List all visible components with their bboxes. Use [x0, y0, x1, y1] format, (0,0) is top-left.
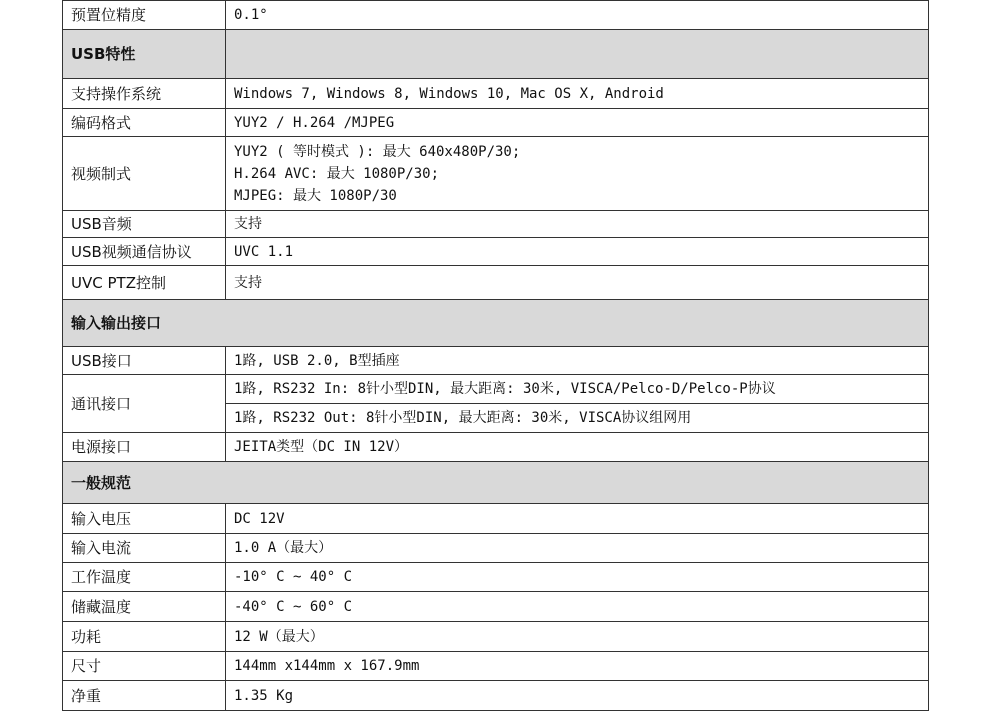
table-row [63, 79, 929, 109]
row-value: 1.35 Kg [226, 681, 929, 711]
section-title: 输入输出接口 [63, 300, 929, 347]
value-line: YUY2 ( 等时模式 ): 最大 640x480P/30; [234, 143, 521, 160]
row-value: Windows 7, Windows 8, Windows 10, Mac OS X, Android [226, 79, 929, 109]
table-row [63, 592, 929, 622]
row-label: USB视频通信协议 [63, 238, 226, 266]
row-label: 电源接口 [63, 433, 226, 462]
row-value-multiline [226, 137, 929, 211]
row-value: 1路, RS232 In: 8针小型DIN, 最大距离: 30米, VISCA/Pelco-D/Pelco-P协议 [226, 375, 929, 404]
row-label: 尺寸 [63, 652, 226, 681]
table-row [63, 137, 929, 211]
row-value: 1路, RS232 Out: 8针小型DIN, 最大距离: 30米, VISCA协议组网用 [226, 404, 929, 433]
row-value: 1路, USB 2.0, B型插座 [226, 347, 929, 375]
table-row [63, 238, 929, 266]
table-row [63, 622, 929, 652]
spec-table [62, 0, 929, 711]
row-label: 预置位精度 [63, 1, 226, 30]
row-label: 输入电流 [63, 534, 226, 563]
section-header-row [63, 300, 929, 347]
table-row [63, 109, 929, 137]
row-label: USB接口 [63, 347, 226, 375]
section-header-row [63, 30, 929, 79]
row-label: 支持操作系统 [63, 79, 226, 109]
table-row [63, 681, 929, 711]
row-value: -40° C ~ 60° C [226, 592, 929, 622]
table-row [63, 534, 929, 563]
row-value: DC 12V [226, 504, 929, 534]
row-value: -10° C ~ 40° C [226, 563, 929, 592]
table-row [63, 433, 929, 462]
row-value: 144mm x144mm x 167.9mm [226, 652, 929, 681]
table-row [63, 211, 929, 238]
row-value: 0.1° [226, 1, 929, 30]
row-label: UVC PTZ控制 [63, 266, 226, 300]
table-row [63, 504, 929, 534]
row-label: USB音频 [63, 211, 226, 238]
row-label: 净重 [63, 681, 226, 711]
table-row [63, 1, 929, 30]
section-fill [226, 30, 929, 79]
section-title: USB特性 [63, 30, 226, 79]
row-value: UVC 1.1 [226, 238, 929, 266]
row-label: 视频制式 [63, 137, 226, 211]
row-value: 支持 [226, 266, 929, 300]
table-row [63, 347, 929, 375]
row-value: 支持 [226, 211, 929, 238]
section-title: 一般规范 [63, 462, 929, 504]
section-header-row [63, 462, 929, 504]
value-line: MJPEG: 最大 1080P/30 [234, 187, 397, 204]
row-label: 通讯接口 [63, 375, 226, 433]
table-row [63, 563, 929, 592]
table-row [63, 375, 929, 404]
row-label: 编码格式 [63, 109, 226, 137]
row-label: 输入电压 [63, 504, 226, 534]
row-label: 工作温度 [63, 563, 226, 592]
row-value: 1.0 A（最大） [226, 534, 929, 563]
table-row [63, 652, 929, 681]
row-value: YUY2 / H.264 /MJPEG [226, 109, 929, 137]
row-value: 12 W（最大） [226, 622, 929, 652]
row-label: 储藏温度 [63, 592, 226, 622]
row-label: 功耗 [63, 622, 226, 652]
row-value: JEITA类型（DC IN 12V） [226, 433, 929, 462]
table-row [63, 266, 929, 300]
value-line: H.264 AVC: 最大 1080P/30; [234, 165, 440, 182]
